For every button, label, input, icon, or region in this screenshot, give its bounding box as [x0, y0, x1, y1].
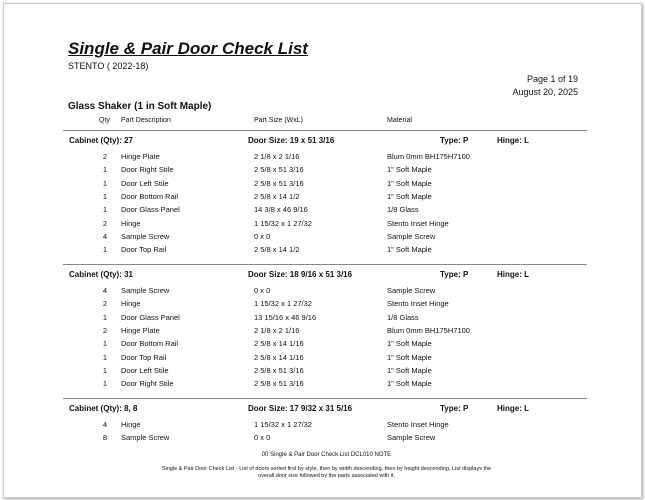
part-size: 2 5/8 x 14 1/2	[254, 245, 300, 255]
part-qty: 4	[102, 286, 107, 295]
part-qty: 1	[102, 191, 107, 201]
part-description: Hinge	[121, 420, 141, 429]
door-type: Type: P	[440, 270, 469, 279]
part-size: 1 15/32 x 1 27/32	[254, 218, 312, 228]
part-size: 14 3/8 x 46 9/16	[254, 205, 308, 215]
door-size: Door Size: 19 x 51 3/16	[248, 136, 335, 145]
group-title: Glass Shaker (1 in Soft Maple)	[68, 101, 212, 112]
part-row	[63, 205, 587, 218]
part-row	[63, 366, 587, 379]
door-size: Door Size: 18 9/16 x 51 3/16	[248, 270, 353, 279]
footer-code: 00 Single & Pair Door Check List DCL010 NOTE	[261, 452, 392, 458]
part-row	[63, 286, 587, 299]
part-description: Hinge	[121, 299, 141, 309]
part-size: 2 5/8 x 14 1/16	[254, 339, 304, 349]
report-page	[3, 3, 642, 498]
part-row	[63, 379, 587, 392]
part-row	[63, 433, 587, 446]
part-description: Door Glass Panel	[121, 312, 180, 322]
part-qty: 1	[102, 352, 107, 362]
report-title: Single & Pair Door Check List	[68, 39, 308, 58]
door-size: Door Size: 17 9/32 x 31 5/16	[248, 404, 353, 413]
part-description: Door Right Stile	[121, 165, 174, 175]
part-size: 2 5/8 x 51 3/16	[254, 365, 304, 375]
part-row	[63, 245, 587, 258]
part-material: Stento Inset Hinge	[387, 420, 449, 429]
column-header-size: Part Size (WxL)	[254, 117, 304, 124]
part-row	[63, 179, 587, 192]
part-size: 2 5/8 x 51 3/16	[254, 178, 304, 188]
page-number: Page 1 of 19	[526, 74, 578, 84]
part-material: 1" Soft Maple	[387, 191, 432, 201]
page-info	[512, 73, 578, 99]
part-description: Hinge Plate	[121, 325, 160, 335]
column-header-description: Part Description	[121, 117, 171, 124]
part-size: 2 1/8 x 2 1/16	[254, 152, 300, 161]
column-header-material: Material	[387, 117, 412, 124]
part-row	[63, 165, 587, 178]
cabinet-qty: Cabinet (Qty): 27	[69, 136, 134, 145]
part-row	[63, 353, 587, 366]
part-description: Sample Screw	[121, 433, 170, 443]
part-row	[63, 192, 587, 205]
part-material: Sample Screw	[387, 231, 436, 241]
part-description: Door Right Stile	[121, 379, 174, 389]
part-size: 1 15/32 x 1 27/32	[254, 420, 312, 429]
cabinet-qty: Cabinet (Qty): 8, 8	[69, 404, 138, 413]
part-material: Stento Inset Hinge	[387, 299, 449, 309]
part-qty: 1	[102, 339, 107, 349]
part-row	[63, 152, 587, 165]
part-qty: 1	[102, 178, 107, 188]
part-row	[63, 299, 587, 312]
part-size: 0 x 0	[254, 231, 271, 241]
part-material: 1" Soft Maple	[387, 379, 432, 389]
part-material: Blum 0mm BH175H7100	[387, 325, 470, 335]
part-material: 1" Soft Maple	[387, 339, 432, 349]
part-size: 13 15/16 x 46 9/16	[254, 312, 317, 322]
section-divider	[63, 264, 587, 265]
report-date: August 20, 2025	[512, 87, 578, 97]
part-qty: 1	[102, 379, 107, 389]
part-row	[63, 313, 587, 326]
part-row	[63, 420, 587, 433]
part-description: Door Bottom Rail	[121, 339, 179, 349]
cabinet-qty: Cabinet (Qty): 31	[69, 270, 134, 279]
part-description: Door Top Rail	[121, 245, 167, 255]
part-size: 2 5/8 x 51 3/16	[254, 165, 304, 175]
part-qty: 2	[102, 299, 107, 309]
column-header-qty: Qty	[99, 117, 110, 124]
part-size: 2 1/8 x 2 1/16	[254, 325, 300, 335]
part-material: Sample Screw	[387, 433, 436, 443]
part-description: Hinge Plate	[121, 152, 160, 161]
hinge-side: Hinge: L	[497, 270, 529, 279]
part-row	[63, 219, 587, 232]
part-size: 1 15/32 x 1 27/32	[254, 299, 312, 309]
part-material: 1" Soft Maple	[387, 245, 432, 255]
part-material: 1" Soft Maple	[387, 165, 432, 175]
part-qty: 1	[102, 312, 107, 322]
part-material: 1" Soft Maple	[387, 365, 432, 375]
part-material: 1/8 Glass	[387, 205, 419, 215]
part-material: 1/8 Glass	[387, 312, 419, 322]
hinge-side: Hinge: L	[497, 136, 529, 145]
part-description: Door Bottom Rail	[121, 191, 179, 201]
part-description: Door Left Stile	[121, 178, 169, 188]
part-size: 0 x 0	[254, 286, 271, 295]
part-row	[63, 339, 587, 352]
part-description: Sample Screw	[121, 286, 170, 295]
part-row	[63, 232, 587, 245]
part-material: Blum 0mm BH175H7100	[387, 152, 470, 161]
door-type: Type: P	[440, 136, 469, 145]
part-qty: 1	[102, 165, 107, 175]
part-qty: 2	[102, 152, 107, 161]
part-qty: 4	[102, 231, 107, 241]
part-material: Sample Screw	[387, 286, 436, 295]
part-qty: 4	[102, 420, 107, 429]
part-description: Sample Screw	[121, 231, 170, 241]
part-description: Door Left Stile	[121, 365, 169, 375]
part-material: 1" Soft Maple	[387, 178, 432, 188]
part-qty: 8	[102, 433, 107, 443]
part-size: 2 5/8 x 51 3/16	[254, 379, 304, 389]
part-size: 2 5/8 x 14 1/16	[254, 352, 304, 362]
part-qty: 1	[102, 245, 107, 255]
footer-note: Single & Pair Door Check List - List of doors sorted first by style, then by width descending, then by height descending. List displays the overall door size followed by the parts associated with it.	[161, 466, 492, 479]
part-description: Door Top Rail	[121, 352, 167, 362]
part-material: Stento Inset Hinge	[387, 218, 449, 228]
section-divider	[63, 130, 587, 131]
part-size: 2 5/8 x 14 1/2	[254, 191, 300, 201]
part-qty: 2	[102, 218, 107, 228]
part-qty: 1	[102, 365, 107, 375]
part-description: Door Glass Panel	[121, 205, 180, 215]
door-type: Type: P	[440, 404, 469, 413]
part-qty: 2	[102, 325, 107, 335]
part-qty: 1	[102, 205, 107, 215]
part-size: 0 x 0	[254, 433, 271, 443]
hinge-side: Hinge: L	[497, 404, 529, 413]
part-row	[63, 326, 587, 339]
report-subtitle: STENTO ( 2022-18)	[68, 61, 149, 71]
part-material: 1" Soft Maple	[387, 352, 432, 362]
part-description: Hinge	[121, 218, 141, 228]
section-divider	[63, 398, 587, 399]
